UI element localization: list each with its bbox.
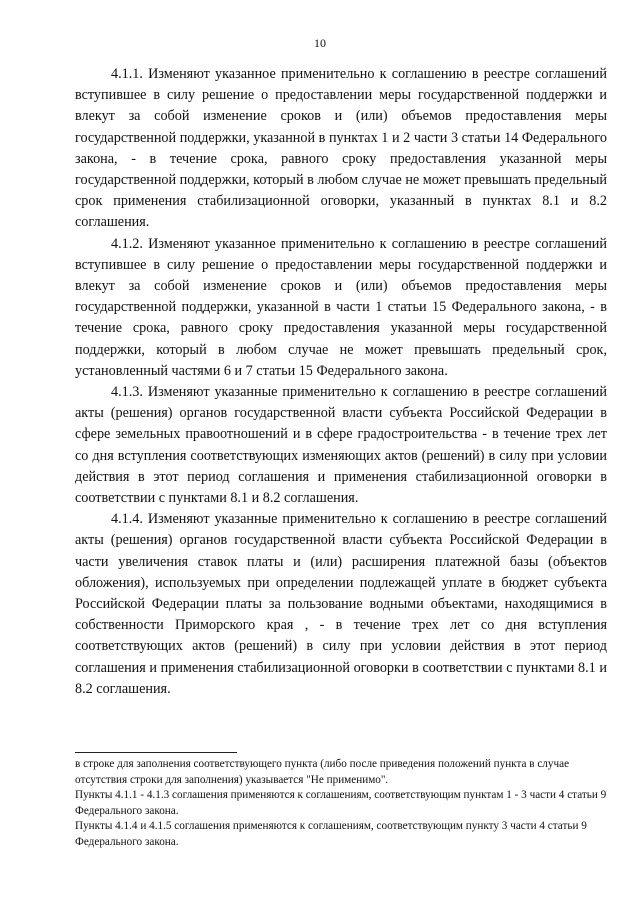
- page-number: 10: [314, 36, 326, 50]
- document-body: [75, 64, 607, 700]
- paragraph-4-1-1: 4.1.1. Изменяют указанное применительно к соглашению в реестре соглашений вступившее в силу решение о предоставлении меры государственной поддержки и влекут за собой изменение сроков и (или) объемов предоставления меры государственной поддержки, указанной в пунктах 1 и 2 части 3 статьи 14 Федерального закона, - в течение срока, равного сроку предоставления указанной меры государственной поддержки, который в любом случае не может превышать предельный срок применения стабилизационной оговорки, указанный в пунктах 8.1 и 8.2 соглашения.: [75, 66, 608, 231]
- paragraph-4-1-3: 4.1.3. Изменяют указанные применительно к соглашению в реестре соглашений акты (решения) органов государственной власти субъекта Российской Федерации в сфере земельных правоотношений и в сфере градостроительства - в течение трех лет со дня вступления соответствующих изменяющих актов (решений) в силу при условии действия в этот период соглашения и применения стабилизационной оговорки в соответствии с пунктами 8.1 и 8.2 соглашения.: [75, 384, 607, 507]
- paragraph-4-1-2: 4.1.2. Изменяют указанное применительно к соглашению в реестре соглашений вступившее в силу решение о предоставлении меры государственной поддержки и влекут за собой изменение сроков и (или) объемов предоставления меры государственной поддержки, указанной в части 1 статьи 15 Федерального закона, - в течение срока, равного сроку предоставления указанной меры государственной поддержки, который в любом случае не может превышать предельный срок, установленный частями 6 и 7 статьи 15 Федерального закона.: [75, 235, 607, 379]
- footnote-points-4-1-1-to-4-1-3: Пункты 4.1.1 - 4.1.3 соглашения применяются к соглашениям, соответствующим пунктам 1 - 3 части 4 статьи 9 Федерального закона.: [75, 789, 607, 817]
- footnote-not-applicable: в строке для заполнения соответствующего пункта (либо после приведения положений пункта в случае отсутствия строки для заполнения) указывается "Не применимо".: [75, 758, 570, 786]
- footnote-separator: [75, 752, 237, 753]
- footnotes: [75, 757, 615, 851]
- paragraph-4-1-4: 4.1.4. Изменяют указанные применительно к соглашению в реестре соглашений акты (решения) органов государственной власти субъекта Российской Федерации в части увеличения ставок платы и (или) расширения платежной базы (объектов обложения), используемых при определении подлежащей уплате в бюджет субъекта Российской Федерации платы за пользование водными объектами, находящимися в собственности Приморского края , - в течение трех лет со дня вступления соответствующих актов (решений) в силу при условии действия в этот период соглашения и применения стабилизационной оговорки в соответствии с пунктами 8.1 и 8.2 соглашения.: [75, 511, 607, 697]
- footnote-points-4-1-4-and-4-1-5: Пункты 4.1.4 и 4.1.5 соглашения применяются к соглашениям, соответствующим пункту 3 части 4 статьи 9 Федерального закона.: [75, 820, 587, 848]
